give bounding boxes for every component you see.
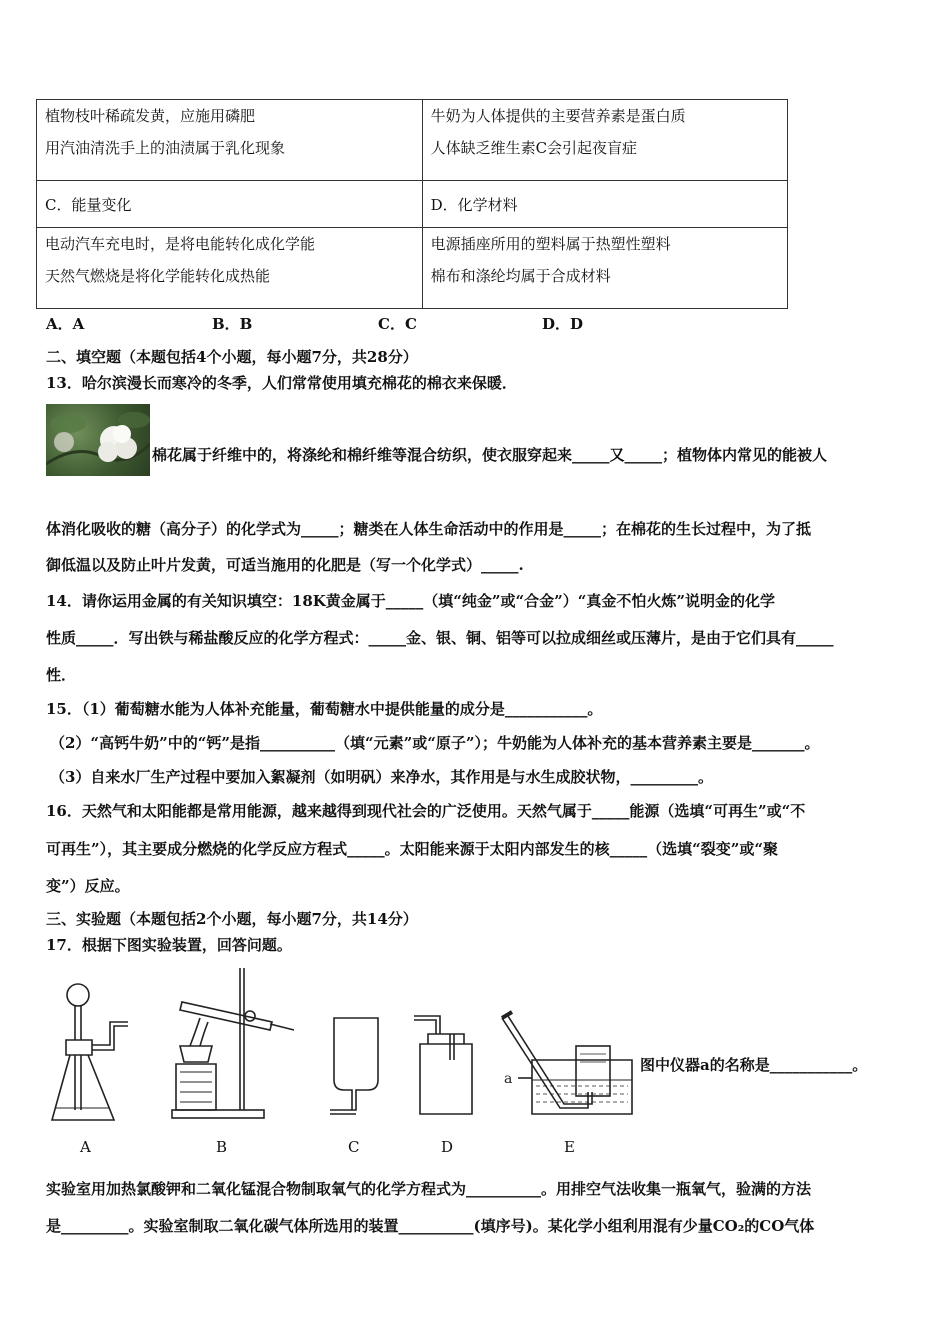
label-a: a (504, 1071, 513, 1087)
choice-b[interactable]: B．B (212, 315, 253, 333)
q15-line2: （2）“高钙牛奶”中的“钙”是指__________（填“元素”或“原子”）；牛奶能为人体补充的基本营养素主要是_______。 (50, 734, 820, 752)
apparatus-a (52, 984, 128, 1120)
q16-line3: 变”）反应。 (46, 877, 130, 895)
choice-c[interactable]: C．C (378, 315, 417, 333)
text-line: 棉布和涤纶均属于合成材料 (430, 267, 611, 285)
choice-d[interactable]: D．D (542, 315, 584, 333)
q17-line2: 实验室用加热氯酸钾和二氧化锰混合物制取氧气的化学方程式为__________。用排空气法收集一瓶氧气，验满的方法 (46, 1180, 812, 1198)
text-line: 用汽油清洗手上的油渍属于乳化现象 (45, 139, 286, 157)
q17-line3: 是_________。实验室制取二氧化碳气体所选用的装置__________(填序号)。某化学小组利用混有少量CO₂的CO气体 (46, 1217, 815, 1235)
options-table (36, 99, 788, 309)
section-title-fill-in: 二、填空题（本题包括4个小题，每小题7分，共28分） (46, 348, 418, 366)
label-B: B (216, 1138, 228, 1156)
q14-line2: 性质_____．写出铁与稀盐酸反应的化学方程式：_____金、银、铜、铝等可以拉成细丝或压薄片，是由于它们具有_____ (46, 629, 834, 647)
cotton-photo (46, 404, 150, 476)
apparatus-c (330, 1018, 378, 1114)
cell-a-content (422, 100, 787, 181)
cell-c-header: C．能量变化 (37, 181, 423, 228)
q17-side-question: 图中仪器a的名称是___________。 (640, 1056, 868, 1074)
q16-line2: 可再生”），其主要成分燃烧的化学反应方程式_____。太阳能来源于太阳内部发生的核_____（选填“裂变”或“聚 (46, 840, 779, 858)
cell-b-content (37, 100, 423, 181)
q17-line1: 17．根据下图实验装置，回答问题。 (46, 936, 292, 954)
apparatus-d (414, 1016, 472, 1114)
choice-a[interactable]: A．A (46, 315, 85, 333)
text-line: 植物枝叶稀疏发黄，应施用磷肥 (45, 107, 256, 125)
label-C: C (348, 1138, 360, 1156)
q15-line1: 15．（1）葡萄糖水能为人体补充能量，葡萄糖水中提供能量的成分是___________。 (46, 700, 603, 718)
apparatus-b (172, 968, 294, 1118)
q13-line2: 棉花属于纤维中的，将涤纶和棉纤维等混合纺织，使衣服穿起来_____又_____；植物体内常见的能被人 (152, 446, 828, 464)
apparatus-e (502, 1012, 632, 1114)
apparatus-figure (40, 960, 640, 1150)
text-line: 电源插座所用的塑料属于热塑性塑料 (430, 235, 671, 253)
cell-c-content (37, 228, 423, 309)
cell-d-content (422, 228, 787, 309)
apparatus-diagram (40, 960, 640, 1150)
q14-line3: 性． (46, 666, 77, 684)
label-D: D (441, 1138, 454, 1156)
section-title-experiment: 三、实验题（本题包括2个小题，每小题7分，共14分） (46, 910, 418, 928)
text-line: 人体缺乏维生素C会引起夜盲症 (430, 139, 638, 157)
q15-line3: （3）自来水厂生产过程中要加入絮凝剂（如明矾）来净水，其作用是与水生成胶状物，_________。 (50, 768, 713, 786)
q13-line4: 御低温以及防止叶片发黄，可适当施用的化肥是（写一个化学式）_____. (46, 556, 524, 574)
cell-d-header: D．化学材料 (422, 181, 787, 228)
text-line: 天然气燃烧是将化学能转化成热能 (45, 267, 271, 285)
q13-line3: 体消化吸收的糖（高分子）的化学式为_____；糖类在人体生命活动中的作用是_____；在棉花的生长过程中，为了抵 (46, 520, 812, 538)
q16-line1: 16．天然气和太阳能都是常用能源，越来越得到现代社会的广泛使用。天然气属于_____能源（选填“可再生”或“不 (46, 802, 806, 820)
text-line: 电动汽车充电时，是将电能转化成化学能 (45, 235, 316, 253)
q13-line1: 13．哈尔滨漫长而寒冷的冬季，人们常常使用填充棉花的棉衣来保暖． (46, 374, 517, 392)
q14-line1: 14．请你运用金属的有关知识填空：18K黄金属于_____（填“纯金”或“合金”）“真金不怕火炼”说明金的化学 (46, 592, 776, 610)
text-line: 牛奶为人体提供的主要营养素是蛋白质 (430, 107, 686, 125)
label-E: E (564, 1138, 575, 1156)
label-A: A (80, 1138, 91, 1156)
